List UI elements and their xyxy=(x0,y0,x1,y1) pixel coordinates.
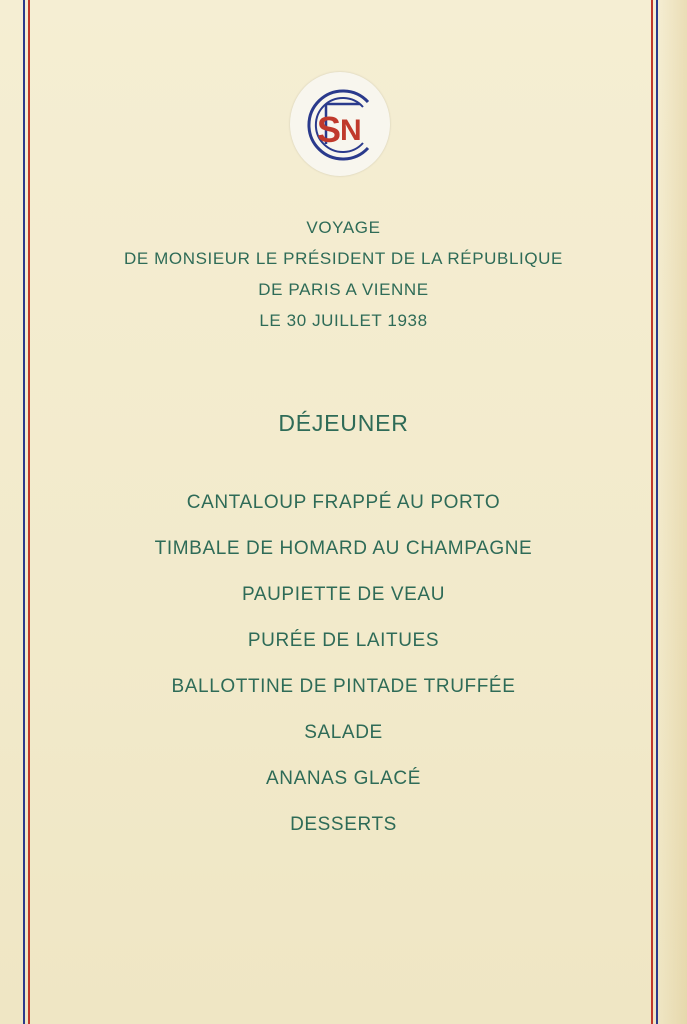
menu-item: PURÉE DE LAITUES xyxy=(247,630,440,651)
sncf-logo-icon xyxy=(290,72,390,176)
menu-item: CANTALOUP FRAPPÉ AU PORTO xyxy=(186,492,501,513)
menu-item: SALADE xyxy=(304,722,383,743)
menu-list xyxy=(0,489,687,857)
menu-item: PAUPIETTE DE VEAU xyxy=(241,584,446,605)
right-blue-rule xyxy=(656,0,658,1024)
voyage-heading xyxy=(0,212,687,336)
svg-text:N: N xyxy=(340,114,362,147)
heading-line: LE 30 JUILLET 1938 xyxy=(259,311,428,330)
menu-item: TIMBALE DE HOMARD AU CHAMPAGNE xyxy=(154,538,533,559)
menu-item: ANANAS GLACÉ xyxy=(265,768,422,789)
menu-item: DESSERTS xyxy=(290,814,397,835)
heading-line: DE PARIS A VIENNE xyxy=(258,280,429,299)
heading-line: VOYAGE xyxy=(306,218,381,237)
meal-title: DÉJEUNER xyxy=(278,410,409,436)
svg-text:S: S xyxy=(317,109,342,150)
sncf-logo xyxy=(290,72,390,176)
menu-item: BALLOTTINE DE PINTADE TRUFFÉE xyxy=(171,676,516,697)
heading-line: DE MONSIEUR LE PRÉSIDENT DE LA RÉPUBLIQUE xyxy=(123,249,563,268)
